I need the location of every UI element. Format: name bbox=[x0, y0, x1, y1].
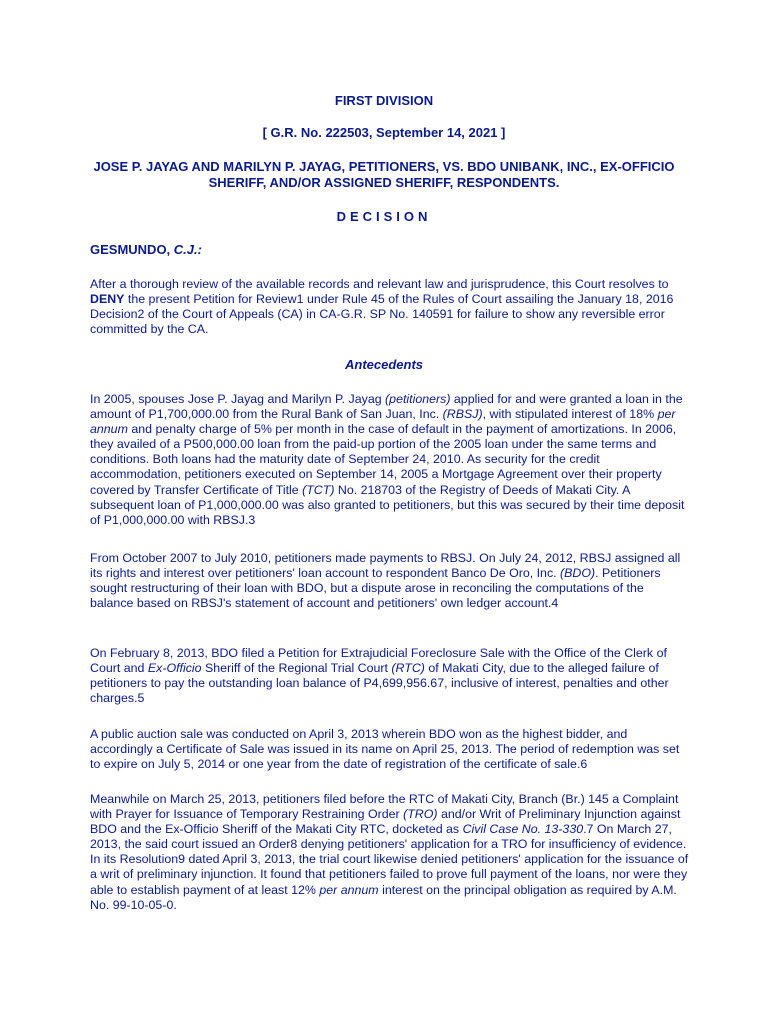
paragraph-complaint bbox=[90, 792, 690, 913]
p6-term-civil-case: Civil Case No. 13-330 bbox=[462, 822, 584, 837]
p2-text-b: applied for and were granted a loan in the amount of P1,700,000.00 from the Rural Bank of San Juan, Inc. bbox=[90, 392, 683, 422]
p2-term-per-annum: per annum bbox=[90, 407, 676, 437]
p2-text-c: , with stipulated interest of 18% bbox=[482, 407, 658, 422]
p6-text-b: and/or Writ of Preliminary Injunction against BDO and the Ex-Officio Sheriff of the Makati City RTC, docketed as bbox=[90, 807, 681, 837]
p4-term-ex-officio: Ex-Officio bbox=[147, 661, 202, 676]
p2-term-rbsj: (RBSJ) bbox=[442, 407, 483, 422]
p6-term-per-annum: per annum bbox=[319, 882, 379, 897]
parties-heading: JOSE P. JAYAG AND MARILYN P. JAYAG, PETITIONERS, VS. BDO UNIBANK, INC., EX-OFFICIO SHERIFF, AND/OR ASSIGNED SHERIFF, RESPONDENTS. bbox=[93, 159, 675, 190]
ponente-title: C.J.: bbox=[173, 242, 202, 257]
p2-term-tct: (TCT) bbox=[302, 482, 335, 497]
p4-term-rtc: (RTC) bbox=[391, 661, 425, 676]
p6-text-a: Meanwhile on March 25, 2013, petitioners filed before the RTC of Makati City, Branch (Br.) 145 a Complaint with Prayer for Issuance of Temporary Restraining Order bbox=[90, 792, 679, 822]
p2-text-d: and penalty charge of 5% per month in the case of default in the payment of amortizations. In 2006, they availed of a P500,000.00 loan from the paid-up portion of the 2005 loan under the same terms and conditions. Both loans had the maturity date of September 24, 2010. As security for the credit accommodation, petitioners executed on September 14, 2005 a Mortgage Agreement over their property covered by Transfer Certificate of Title bbox=[90, 422, 677, 497]
p2-term-petitioners: (petitioners) bbox=[385, 392, 451, 406]
decision-heading: DECISION bbox=[336, 209, 432, 224]
p3-term-bdo: (BDO) bbox=[560, 566, 596, 581]
paragraph-loan-history bbox=[90, 392, 690, 528]
paragraph-intro-text-a: After a thorough review of the available records and relevant law and jurisprudence, this Court resolves to bbox=[90, 277, 669, 291]
p4-text-b: Sheriff of the Regional Trial Court bbox=[201, 661, 392, 676]
p6-text-c: .7 On March 27, 2013, the said court issued an Order8 denying petitioners' application for a TRO for insufficiency of evidence. In its Resolution9 dated April 3, 2013, the trial court likewise denied petitioners' application for the issuance of a writ of preliminary injunction. It found that petitioners failed to prove full payment of the loans, nor were they able to establish payment of at least 12% bbox=[90, 822, 689, 897]
p2-text-e: No. 218703 of the Registry of Deeds of Makati City. A subsequent loan of P1,000,000.00 was also granted to petitioners, but this was secured by their time deposit of P1,000,000.00 with RBSJ.3 bbox=[90, 482, 685, 527]
case-number-heading: [ G.R. No. 222503, September 14, 2021 ] bbox=[262, 125, 506, 140]
section-title-antecedents: Antecedents bbox=[344, 357, 424, 372]
paragraph-foreclosure bbox=[90, 646, 690, 706]
p3-text-a: From October 2007 to July 2010, petitioners made payments to RBSJ. On July 24, 2012, RBSJ assigned all its rights and interest over petitioners' loan account to respondent Banco De Oro, Inc. bbox=[90, 551, 681, 581]
paragraph-intro bbox=[90, 277, 690, 337]
paragraph-auction: A public auction sale was conducted on April 3, 2013 wherein BDO won as the highest bidder, and accordingly a Certificate of Sale was issued in its name on April 25, 2013. The period of redemption was set to expire on July 5, 2014 or one year from the date of registration of the certificate of sale.6 bbox=[90, 727, 680, 772]
paragraph-intro-text-b: the present Petition for Review1 under Rule 45 of the Rules of Court assailing the January 18, 2016 Decision2 of the Court of Appeals (CA) in CA-G.R. SP No. 140591 for failure to show any reversible error committed by the CA. bbox=[90, 292, 674, 337]
paragraph-payments bbox=[90, 551, 690, 611]
ponente-name: GESMUNDO, bbox=[90, 242, 171, 257]
p6-text-d: interest on the principal obligation as required by A.M. No. 99-10-05-0. bbox=[90, 882, 677, 912]
p4-text-a: On February 8, 2013, BDO filed a Petition for Extrajudicial Foreclosure Sale with the Office of the Clerk of Court and bbox=[90, 646, 667, 676]
division-heading: FIRST DIVISION bbox=[334, 93, 434, 108]
ponente bbox=[90, 242, 202, 258]
p2-text-a: In 2005, spouses Jose P. Jayag and Marilyn P. Jayag bbox=[90, 392, 386, 406]
p4-text-c: of Makati City, due to the alleged failure of petitioners to pay the outstanding loan balance of P4,699,956.67, inclusive of interest, penalties and other charges.5 bbox=[90, 661, 669, 706]
p3-text-b: . Petitioners sought restructuring of their loan with BDO, but a dispute arose in reconciling the computations of the balance based on RBSJ's statement of account and petitioners' own ledger account.4 bbox=[90, 566, 661, 611]
deny-keyword: DENY bbox=[90, 292, 125, 307]
p6-term-tro: (TRO) bbox=[403, 807, 438, 822]
